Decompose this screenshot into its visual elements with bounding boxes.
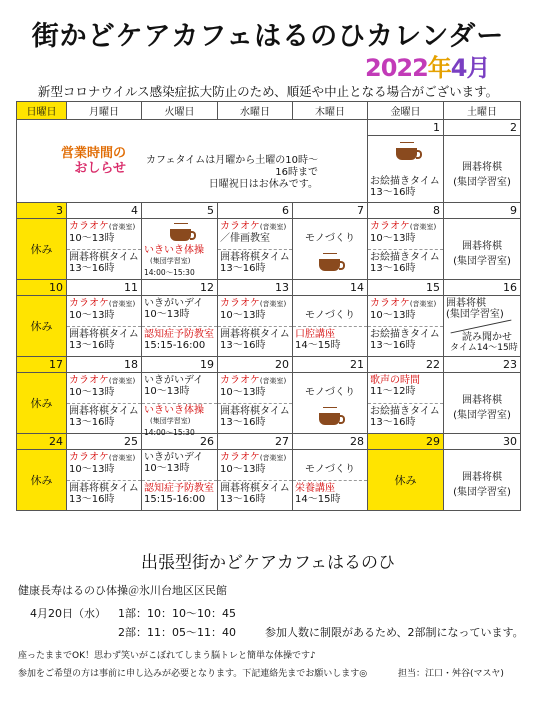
hours-banner-cell bbox=[17, 120, 368, 203]
date-23: 23 bbox=[444, 357, 521, 373]
weekday-header-row bbox=[17, 102, 521, 120]
date-29: 29 bbox=[368, 434, 444, 450]
day-9-cell: 囲碁将棋 (集団学習室) bbox=[444, 219, 521, 280]
day-12-cell: いきがいデイ 10～13時 認知症予防教室 15:15-16:00 bbox=[142, 296, 218, 357]
coffee-cup-icon bbox=[170, 229, 191, 241]
date-7: 7 bbox=[293, 203, 368, 219]
coffee-cup-icon bbox=[319, 413, 340, 425]
weekday-wed: 水曜日 bbox=[218, 102, 293, 120]
date-13: 13 bbox=[218, 280, 293, 296]
date-19: 19 bbox=[142, 357, 218, 373]
weekday-thu: 木曜日 bbox=[293, 102, 368, 120]
date-10: 10 bbox=[17, 280, 67, 296]
year-text: 2022 bbox=[365, 54, 428, 82]
outreach-date: 4月20日（水） bbox=[30, 607, 106, 620]
date-27: 27 bbox=[218, 434, 293, 450]
day-4-cell: カラオケ(音楽室) 10～13時 囲碁将棋タイム 13～16時 bbox=[67, 219, 142, 280]
coffee-cup-icon bbox=[396, 148, 417, 160]
outreach-part2: 2部：11：05～11：40 bbox=[118, 626, 236, 639]
day-8-cell: カラオケ(音楽室) 10～13時 お絵描きタイム 13～16時 bbox=[368, 219, 444, 280]
outreach-limit: 参加人数に制限があるため、2部制になっています。 bbox=[265, 626, 524, 639]
day-1-cell: お絵描きタイム 13～16時 bbox=[368, 136, 444, 203]
day-21-cell: モノづくり bbox=[293, 373, 368, 434]
date-4: 4 bbox=[67, 203, 142, 219]
date-30: 30 bbox=[444, 434, 521, 450]
outreach-contact: 担当：江口・舛谷(マスヤ) bbox=[398, 669, 504, 679]
day-15-cell: カラオケ(音楽室) 10～13時 お絵描きタイム 13～16時 bbox=[368, 296, 444, 357]
day-3-cell: 休み bbox=[17, 219, 67, 280]
page-title: 街かどケアカフェはるのひカレンダー bbox=[31, 21, 505, 52]
day-27-cell: カラオケ(音楽室) 10～13時 囲碁将棋タイム 13～16時 bbox=[218, 450, 293, 511]
outreach-part1: 1部：10：10～10：45 bbox=[118, 607, 236, 620]
day-7-cell: モノづくり bbox=[293, 219, 368, 280]
date-1: 1 bbox=[368, 120, 444, 136]
day-23-cell: 囲碁将棋 (集団学習室) bbox=[444, 373, 521, 434]
day-16-cell: 囲碁将棋 (集団学習室) 読み聞かせ タイム14～15時 bbox=[444, 296, 521, 357]
coffee-cup-icon bbox=[319, 259, 340, 271]
weekday-sat: 土曜日 bbox=[444, 102, 521, 120]
year-kanji: 年 bbox=[427, 54, 451, 82]
day-6-cell: カラオケ(音楽室) ／俳画教室 囲碁将棋タイム 13～16時 bbox=[218, 219, 293, 280]
date-15: 15 bbox=[368, 280, 444, 296]
date-8: 8 bbox=[368, 203, 444, 219]
weekday-fri: 金曜日 bbox=[368, 102, 444, 120]
day-28-cell: モノづくり 栄養講座 14～15時 bbox=[293, 450, 368, 511]
day-24-cell: 休み bbox=[17, 450, 67, 511]
date-22: 22 bbox=[368, 357, 444, 373]
month-text: 4月 bbox=[450, 54, 490, 82]
date-16: 16 bbox=[444, 280, 521, 296]
day-30-cell: 囲碁将棋 (集団学習室) bbox=[444, 450, 521, 511]
outreach-description: 座ったままでOK！思わず笑いがこぼれてしまう脳トレと簡単な体操です♪ bbox=[18, 651, 316, 661]
date-26: 26 bbox=[142, 434, 218, 450]
weekday-mon: 月曜日 bbox=[67, 102, 142, 120]
date-12: 12 bbox=[142, 280, 218, 296]
day-29-cell: 休み bbox=[368, 450, 444, 511]
day-22-cell: 歌声の時間 11～12時 お絵描きタイム 13～16時 bbox=[368, 373, 444, 434]
date-9: 9 bbox=[444, 203, 521, 219]
day-5-cell: いきいき体操 (集団学習室) 14:00～15:30 bbox=[142, 219, 218, 280]
day-13-cell: カラオケ(音楽室) 10～13時 囲碁将棋タイム 13～16時 bbox=[218, 296, 293, 357]
date-11: 11 bbox=[67, 280, 142, 296]
day-10-cell: 休み bbox=[17, 296, 67, 357]
date-2: 2 bbox=[444, 120, 521, 136]
business-hours-text: カフェタイムは月曜から土曜の10時～16時まで 日曜祝日はお休みです。 bbox=[145, 155, 318, 190]
day-18-cell: カラオケ(音楽室) 10～13時 囲碁将棋タイム 13～16時 bbox=[67, 373, 142, 434]
date-6: 6 bbox=[218, 203, 293, 219]
date-20: 20 bbox=[218, 357, 293, 373]
notice-text: 新型コロナウイルス感染症拡大防止のため、順延や中止となる場合がございます。 bbox=[37, 84, 499, 99]
day-20-cell: カラオケ(音楽室) 10～13時 囲碁将棋タイム 13～16時 bbox=[218, 373, 293, 434]
date-14: 14 bbox=[293, 280, 368, 296]
year-month-badge bbox=[365, 48, 490, 83]
day-25-cell: カラオケ(音楽室) 10～13時 囲碁将棋タイム 13～16時 bbox=[67, 450, 142, 511]
date-5: 5 bbox=[142, 203, 218, 219]
date-25: 25 bbox=[67, 434, 142, 450]
outreach-apply: 参加をご希望の方は事前に申し込みが必要となります。下記連絡先までお願いします◎ bbox=[18, 669, 368, 679]
day-26-cell: いきがいデイ 10～13時 認知症予防教室 15:15-16:00 bbox=[142, 450, 218, 511]
weekday-sun: 日曜日 bbox=[17, 102, 67, 120]
date-24: 24 bbox=[17, 434, 67, 450]
outreach-title: 出張型街かどケアカフェはるのひ bbox=[141, 553, 395, 573]
outreach-venue: 健康長寿はるのひ体操＠氷川台地区区民館 bbox=[18, 584, 227, 597]
day-19-cell: いきがいデイ 10～13時 いきいき体操 (集団学習室) 14:00～15:30 bbox=[142, 373, 218, 434]
day-2-cell: 囲碁将棋 (集団学習室) bbox=[444, 136, 521, 203]
business-hours-badge: 営業時間の おしらせ bbox=[61, 146, 127, 176]
date-28: 28 bbox=[293, 434, 368, 450]
weekday-tue: 火曜日 bbox=[142, 102, 218, 120]
calendar-table bbox=[16, 101, 521, 511]
date-21: 21 bbox=[293, 357, 368, 373]
day-17-cell: 休み bbox=[17, 373, 67, 434]
date-3: 3 bbox=[17, 203, 67, 219]
day-11-cell: カラオケ(音楽室) 10～13時 囲碁将棋タイム 13～16時 bbox=[67, 296, 142, 357]
date-17: 17 bbox=[17, 357, 67, 373]
date-18: 18 bbox=[67, 357, 142, 373]
day-14-cell: モノづくり 口腔講座 14～15時 bbox=[293, 296, 368, 357]
